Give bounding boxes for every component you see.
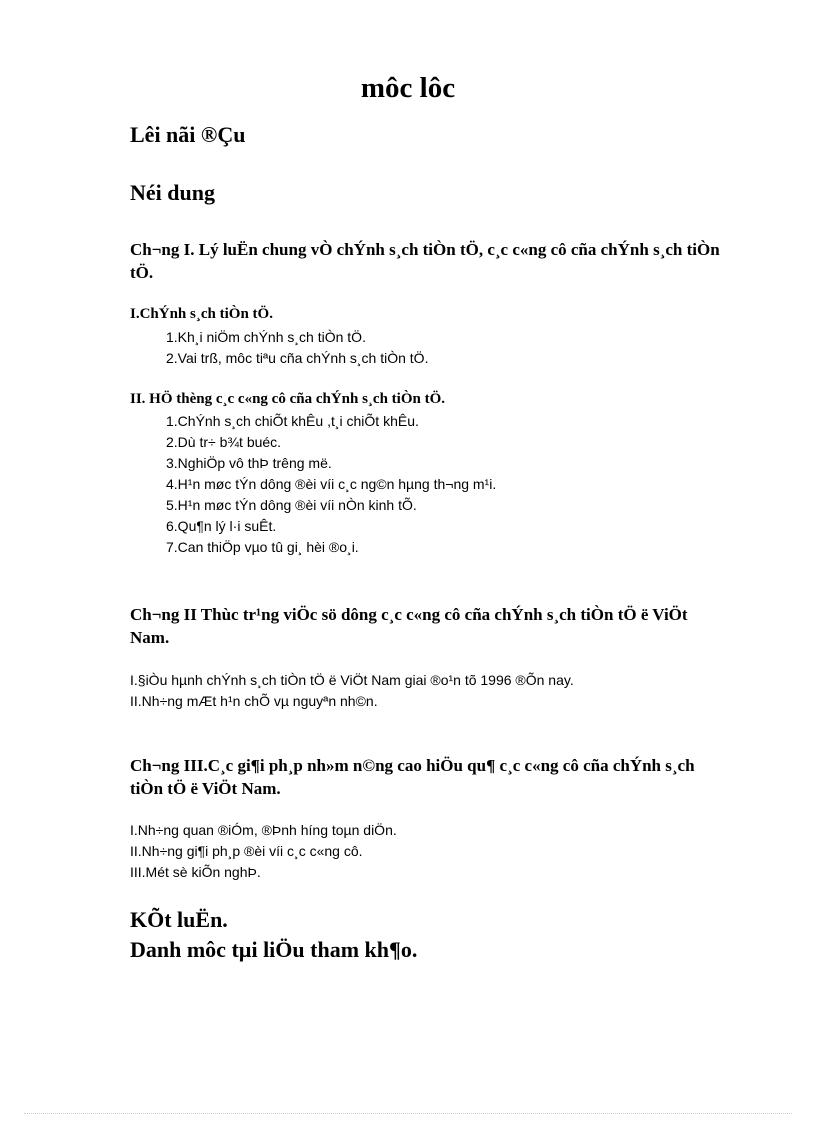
chapter-2-heading: Ch¬ng II Thùc tr¹ng viÖc sö dông c¸c c«ng cô cña chÝnh s¸ch tiÒn tÖ ë ViÖt Nam. [130,605,688,647]
references-heading: Danh môc tµi liÖu tham kh¶o. [130,937,418,962]
chapter-1-section-2-heading: II. HÖ thèng c¸c c«ng cô cña chÝnh s¸ch tiÒn tÖ. [130,391,445,407]
chapter-3-heading: Ch¬ng III.C¸c gi¶i ph¸p nh»m n©ng cao hiÖu qu¶ c¸c c«ng cô cña chÝnh s¸ch tiÒn tÖ ë ViÖt Nam. [130,756,695,798]
list-item: 1.Kh¸i niÖm chÝnh s¸ch tiÒn tÖ. [166,329,366,345]
list-item: I.§iÒu hµnh chÝnh s¸ch tiÒn tÖ ë ViÖt Nam giai ®o¹n tõ 1996 ®Õn nay. [130,672,574,688]
chapter-1-section-2-list [166,411,496,558]
page-title: môc lôc [360,72,456,104]
list-item: 6.Qu¶n lý l·i suÊt. [166,518,277,534]
list-item: 2.Dù tr÷ b¾t buéc. [166,434,282,450]
conclusion-heading: KÕt luËn. [130,907,228,932]
list-item: 3.NghiÖp vô thÞ trêng më. [166,455,332,471]
list-item: 2.Vai trß, môc tiªu cña chÝnh s¸ch tiÒn tÖ. [166,350,429,366]
chapter-3-list [130,820,397,883]
intro-heading: Lêi nãi ®Çu [130,122,246,147]
chapter-1-section-1-heading: I.ChÝnh s¸ch tiÒn tÖ. [130,306,273,322]
list-item: III.Mét sè kiÕn nghÞ. [130,864,261,880]
list-item: II.Nh÷ng mÆt h¹n chÕ vµ nguyªn nh©n. [130,693,378,709]
list-item: I.Nh÷ng quan ®iÓm, ®Þnh híng toµn diÖn. [130,822,397,838]
chapter-1-section-1-list [166,327,428,369]
list-item: 1.ChÝnh s¸ch chiÕt khÊu ,t¸i chiÕt khÊu. [166,413,419,429]
list-item: 5.H¹n møc tÝn dông ®èi víi nÒn kinh tÕ. [166,497,417,513]
page-bottom-divider [24,1113,792,1114]
list-item: II.Nh÷ng gi¶i ph¸p ®èi víi c¸c c«ng cô. [130,843,363,859]
chapter-2-list [130,670,574,712]
content-heading: Néi dung [130,180,215,205]
chapter-1-heading: Ch¬ng I. Lý luËn chung vÒ chÝnh s¸ch tiÒn tÖ, c¸c c«ng cô cña chÝnh s¸ch tiÒn tÖ. [130,240,720,282]
list-item: 4.H¹n møc tÝn dông ®èi víi c¸c ng©n hµng th¬ng m¹i. [166,476,497,492]
list-item: 7.Can thiÖp vµo tû gi¸ hèi ®o¸i. [166,539,359,555]
